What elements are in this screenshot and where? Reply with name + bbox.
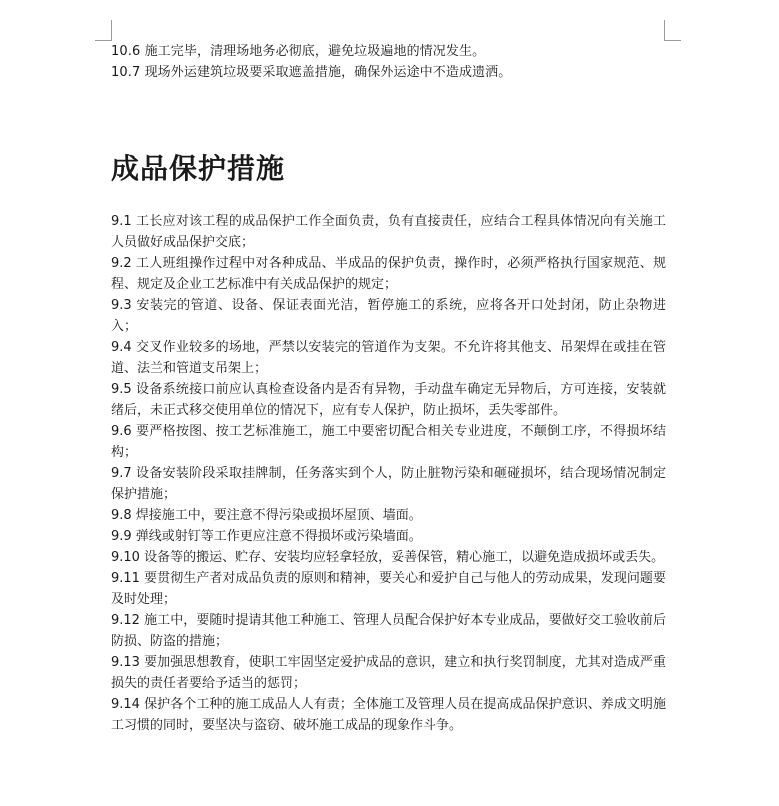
paragraph: 9.3 安装完的管道、设备、保证表面光洁，暂停施工的系统，应将各开口处封闭，防止杂物进入； <box>111 298 666 334</box>
text-line: 10.6 施工完毕，清理场地务必彻底，避免垃圾遍地的情况发生。 <box>111 44 486 59</box>
paragraph: 9.10 设备等的搬运、贮存、安装均应轻拿轻放，妥善保管，精心施工，以避免造成损坏或丢失。 <box>111 550 665 565</box>
margin-corner-mark-right <box>664 20 681 41</box>
paragraph: 9.11 要贯彻生产者对成品负责的原则和精神，要关心和爱护自己与他人的劳动成果，发现问题要及时处理； <box>111 571 666 607</box>
paragraph: 9.9 弹线或射钉等工作更应注意不得损坏或污染墙面。 <box>111 529 422 544</box>
section-heading: 成品保护措施 <box>111 152 286 185</box>
text-line: 10.7 现场外运建筑垃圾要采取遮盖措施，确保外运途中不造成遗洒。 <box>111 65 512 80</box>
paragraph: 9.7 设备安装阶段采取挂牌制，任务落实到个人，防止脏物污染和砸碰损坏，结合现场情况制定保护措施； <box>111 466 666 502</box>
paragraph: 9.14 保护各个工种的施工成品人人有责；全体施工及管理人员在提高成品保护意识、养成文明施工习惯的同时，要坚决与盗窃、破坏施工成品的现象作斗争。 <box>111 697 666 733</box>
paragraph: 9.12 施工中，要随时提请其他工种施工、管理人员配合保护好本专业成品，要做好交工验收前后防损、防盗的措施； <box>111 613 666 649</box>
paragraph: 9.2 工人班组操作过程中对各种成品、半成品的保护负责，操作时，必须严格执行国家规范、规程、规定及企业工艺标准中有关成品保护的规定； <box>111 256 666 292</box>
paragraph: 9.5 设备系统接口前应认真检查设备内是否有异物，手动盘车确定无异物后，方可连接，安装就绪后，未正式移交使用单位的情况下，应有专人保护，防止损坏，丢失零部件。 <box>111 382 666 418</box>
paragraph: 9.8 焊接施工中，要注意不得污染或损坏屋顶、墙面。 <box>111 508 422 523</box>
paragraph: 9.6 要严格按图、按工艺标准施工，施工中要密切配合相关专业进度，不颠倒工序，不得损坏结构； <box>111 424 666 460</box>
paragraph: 9.1 工长应对该工程的成品保护工作全面负责，负有直接责任，应结合工程具体情况向有关施工人员做好成品保护交底； <box>111 214 666 250</box>
margin-corner-mark-left <box>95 20 112 41</box>
paragraph: 9.4 交叉作业较多的场地，严禁以安装完的管道作为支架。不允许将其他支、吊架焊在或挂在管道、法兰和管道支吊架上； <box>111 340 666 376</box>
paragraph: 9.13 要加强思想教育，使职工牢固坚定爱护成品的意识，建立和执行奖罚制度，尤其对造成严重损失的责任者要给予适当的惩罚； <box>111 655 666 691</box>
document-body[interactable] <box>111 41 666 736</box>
